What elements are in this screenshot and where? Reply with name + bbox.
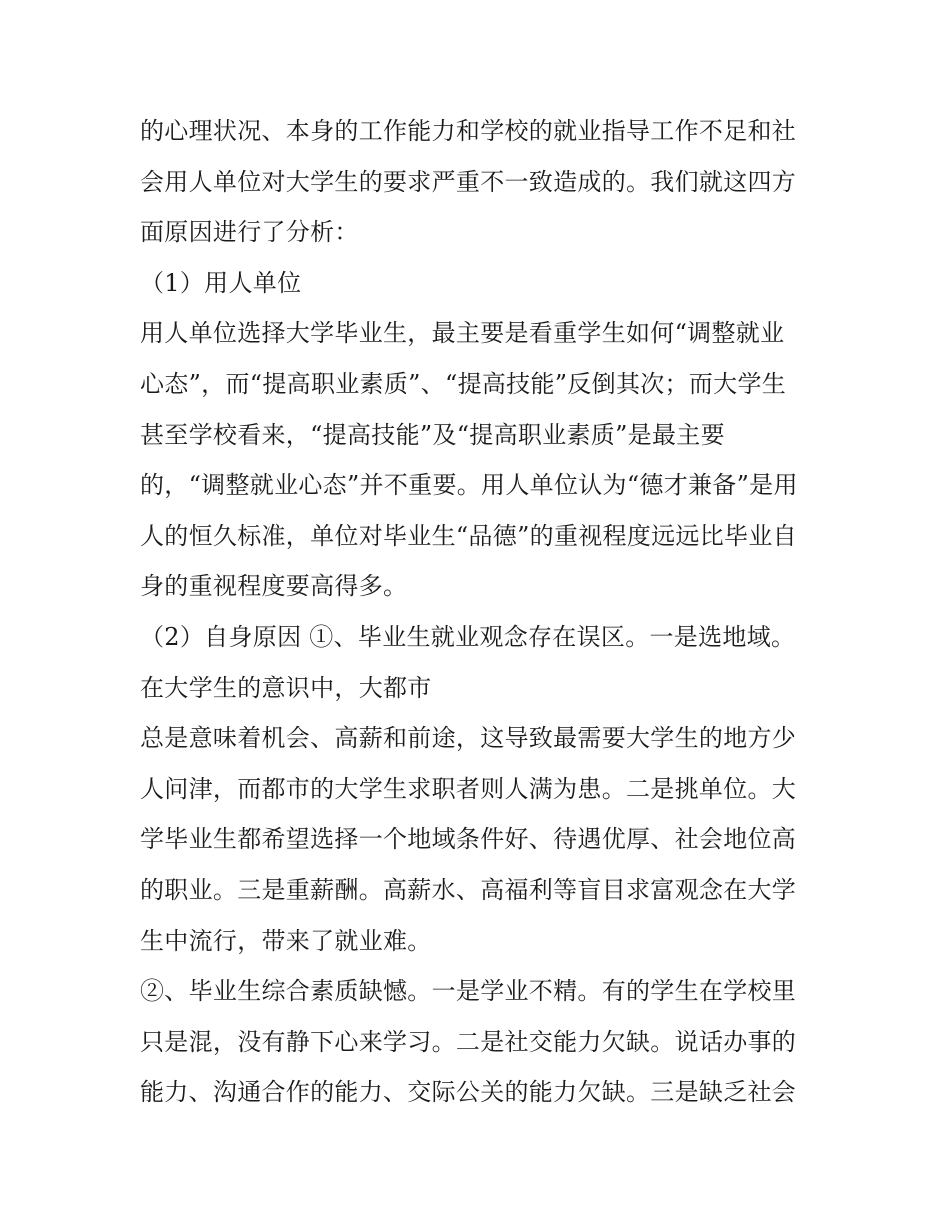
- text-line: 身的重视程度要高得多。: [140, 572, 408, 601]
- text-line: 只是混，没有静下心来学习。二是社交能力欠缺。说话办事的: [140, 1027, 797, 1056]
- text-line: 的，“调整就业心态”并不重要。用人单位认为“德才兼备”是用: [140, 471, 798, 500]
- text-line: 的职业。三是重薪酬。高薪水、高福利等盲目求富观念在大学: [140, 875, 797, 904]
- text-line: ②、毕业生综合素质缺憾。一是学业不精。有的学生在学校里: [140, 977, 797, 1006]
- text-line: 人的恒久标准，单位对毕业生“品德”的重视程度远远比毕业自: [140, 521, 797, 550]
- text-line: 总是意味着机会、高薪和前途，这导致最需要大学生的地方少: [140, 724, 797, 753]
- body-text: [140, 106, 830, 1118]
- section-heading: （2）自身原因 ①、毕业生就业观念存在误区。一是选地域。: [140, 622, 796, 651]
- text-line: 生中流行，带来了就业难。: [140, 926, 432, 955]
- text-line: 的心理状况、本身的工作能力和学校的就业指导工作不足和社: [140, 117, 797, 145]
- text-line: 人问津，而都市的大学生求职者则人满为患。二是挑单位。大: [140, 774, 797, 803]
- text-line: 会用人单位对大学生的要求严重不一致造成的。我们就这四方: [140, 167, 797, 196]
- text-line: 在大学生的意识中，大都市: [140, 673, 432, 702]
- section-heading: （1）用人单位: [140, 268, 302, 297]
- text-line: 学毕业生都希望选择一个地域条件好、待遇优厚、社会地位高: [140, 825, 797, 854]
- text-line: 心态”，而“提高职业素质”、“提高技能”反倒其次；而大学生: [140, 369, 787, 398]
- text-line: 能力、沟通合作的能力、交际公关的能力欠缺。三是缺乏社会: [140, 1078, 797, 1107]
- text-line: 甚至学校看来，“提高技能”及“提高职业素质”是最主要: [140, 420, 725, 449]
- text-line: 面原因进行了分析：: [140, 218, 359, 247]
- text-line: 用人单位选择大学毕业生，最主要是看重学生如何“调整就业: [140, 319, 785, 348]
